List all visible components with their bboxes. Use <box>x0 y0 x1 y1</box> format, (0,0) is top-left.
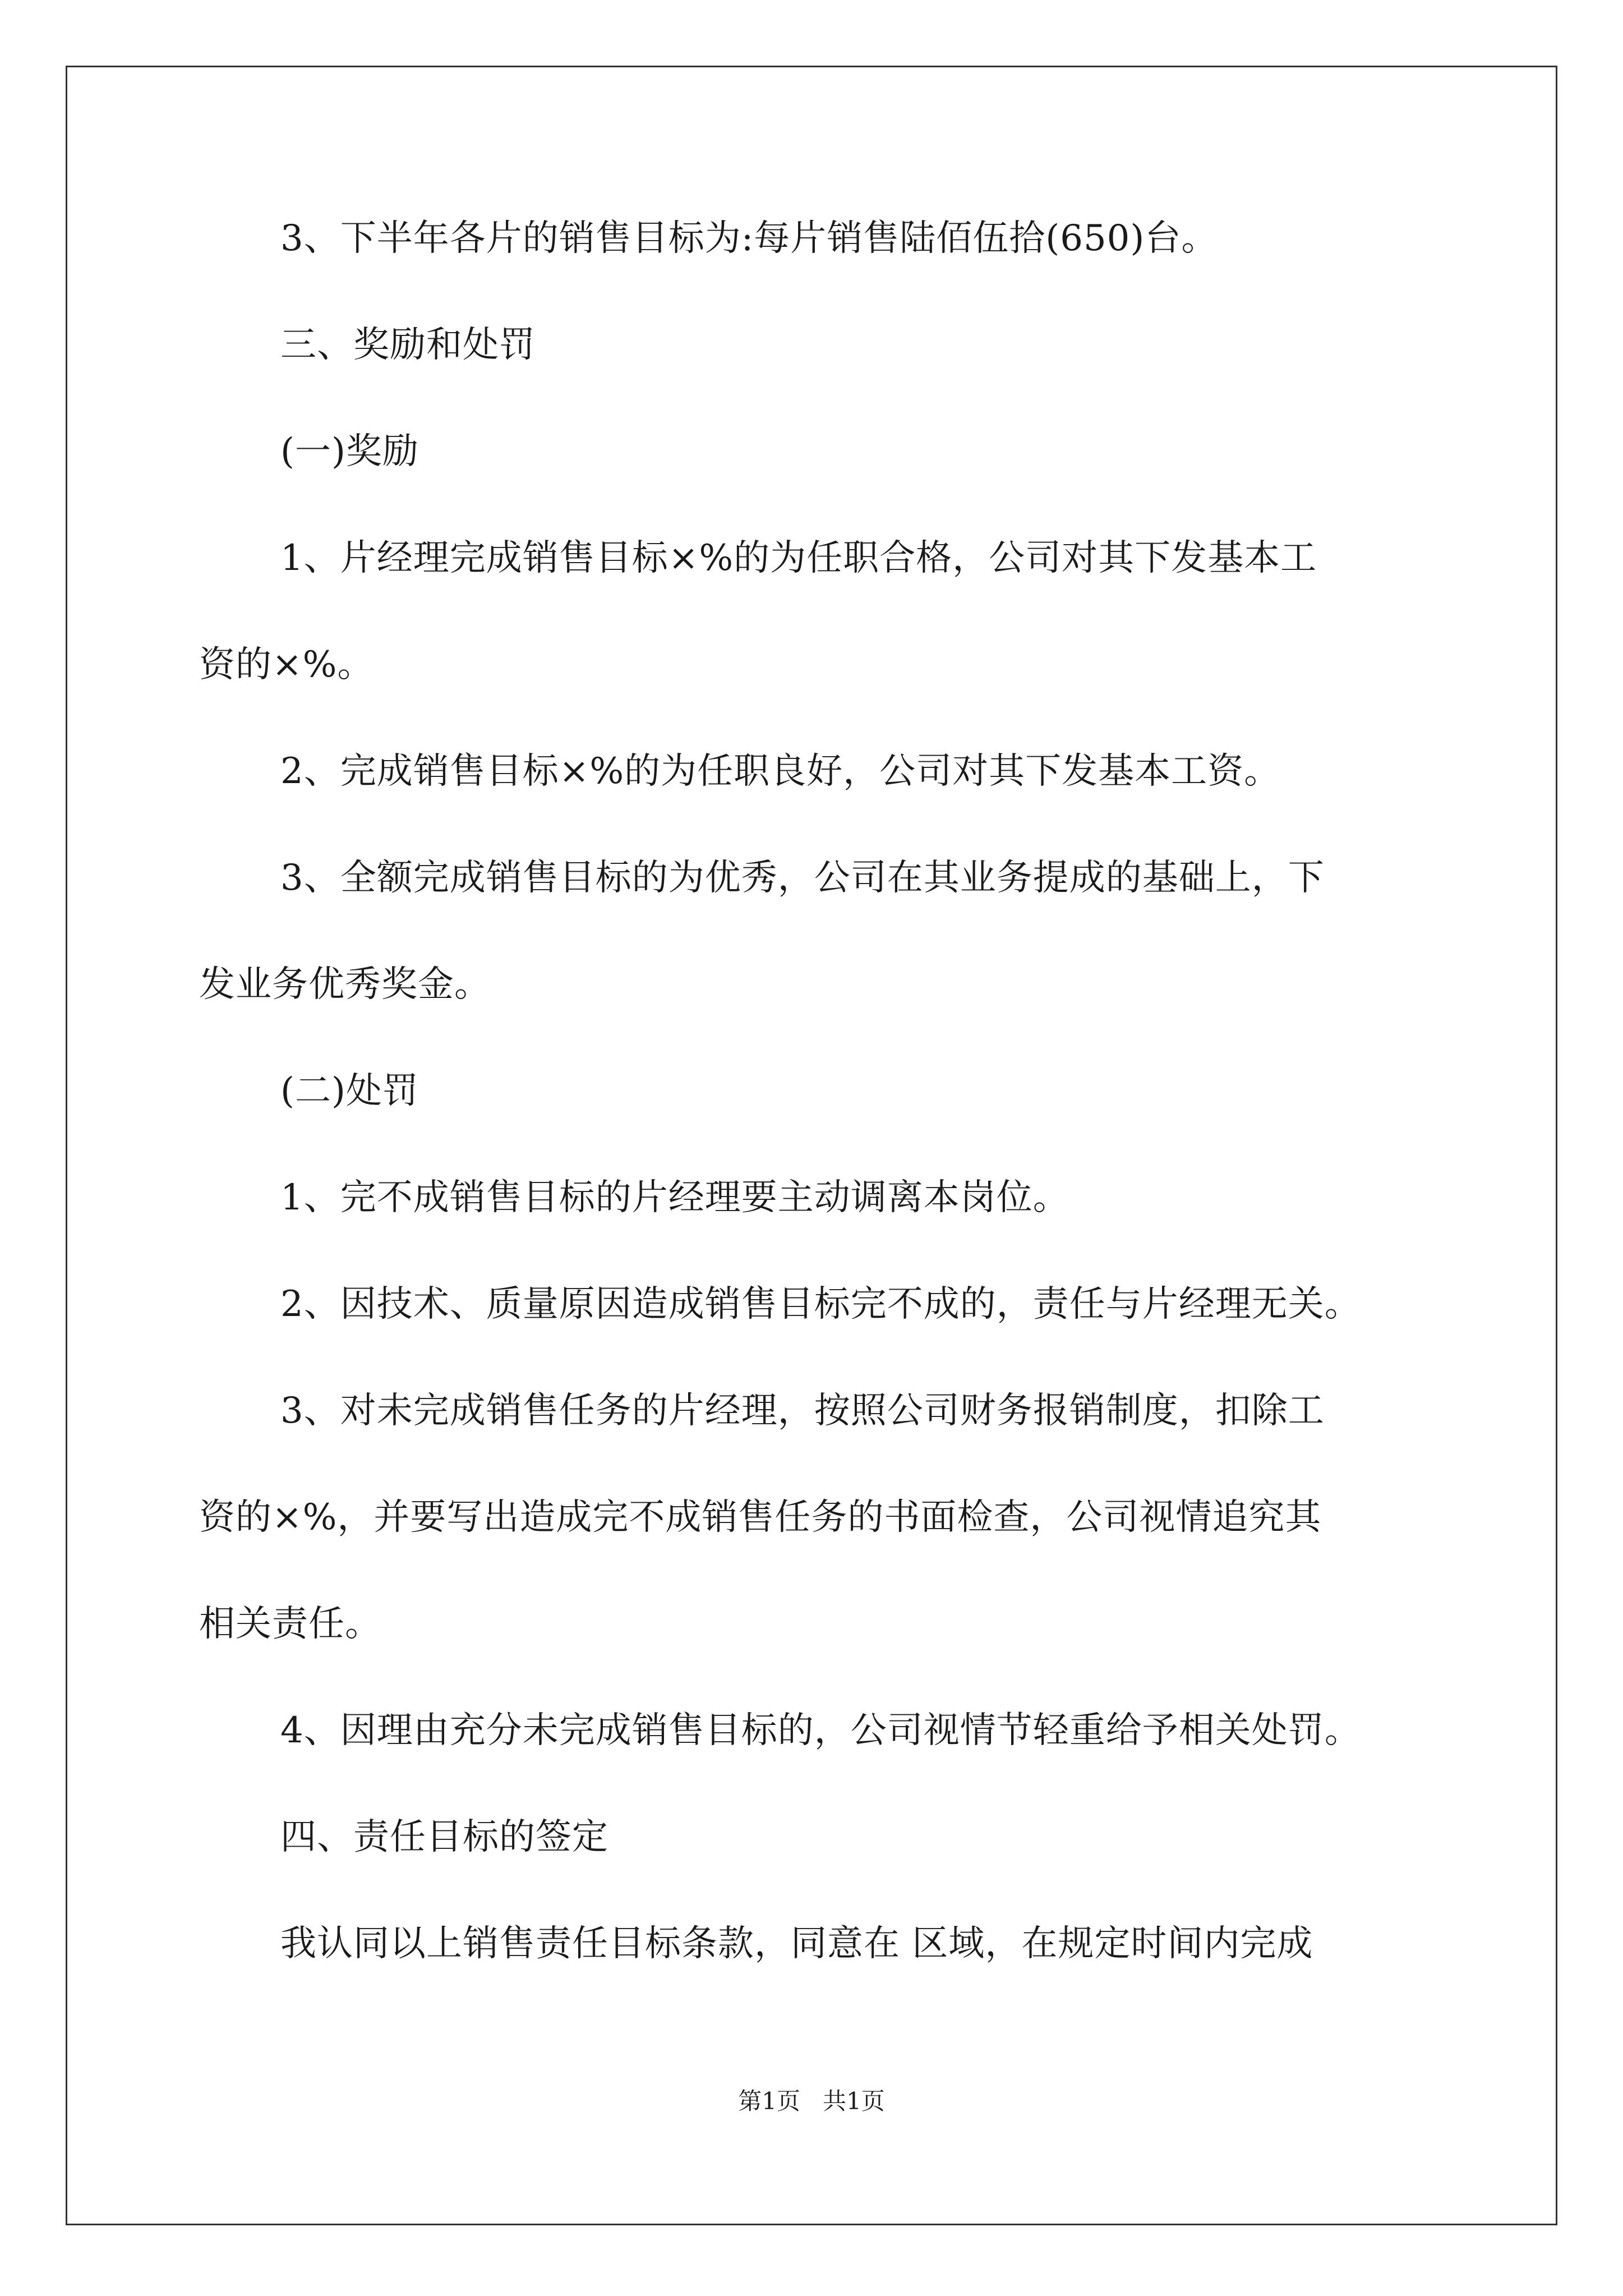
subsection-heading: (一)奖励 <box>280 431 419 472</box>
paragraph-line: 3、下半年各片的销售目标为:每片销售陆佰伍拾(650)台。 <box>280 218 1218 259</box>
paragraph-line: 我认同以上销售责任目标条款，同意在 区域，在规定时间内完成 <box>280 1923 1313 1964</box>
paragraph-line: 1、完不成销售目标的片经理要主动调离本岗位。 <box>280 1177 1069 1218</box>
paragraph-line: 4、因理由充分未完成销售目标的，公司视情节轻重给予相关处罚。 <box>280 1710 1361 1751</box>
paragraph-line: 1、片经理完成销售目标×%的为任职合格，公司对其下发基本工 <box>280 537 1317 579</box>
section-heading: 三、奖励和处罚 <box>280 324 536 366</box>
paragraph-line: 2、完成销售目标×%的为任职良好，公司对其下发基本工资。 <box>280 751 1281 792</box>
paragraph-line: 资的×%。 <box>199 644 374 685</box>
paragraph-line: 发业务优秀奖金。 <box>199 964 491 1005</box>
paragraph-line: 3、全额完成销售目标的为优秀，公司在其业务提成的基础上，下 <box>280 857 1325 899</box>
paragraph-line: 2、因技术、质量原因造成销售目标完不成的，责任与片经理无关。 <box>280 1283 1361 1325</box>
page-number-footer: 第1页 共1页 <box>738 2087 885 2115</box>
paragraph-line: 3、对未完成销售任务的片经理，按照公司财务报销制度，扣除工 <box>280 1390 1325 1432</box>
section-heading: 四、责任目标的签定 <box>280 1816 608 1858</box>
paragraph-line: 相关责任。 <box>199 1603 381 1645</box>
paragraph-line: 资的×%，并要写出造成完不成销售任务的书面检查，公司视情追究其 <box>199 1497 1322 1538</box>
page-border <box>66 66 1557 2225</box>
subsection-heading: (二)处罚 <box>280 1070 419 1112</box>
